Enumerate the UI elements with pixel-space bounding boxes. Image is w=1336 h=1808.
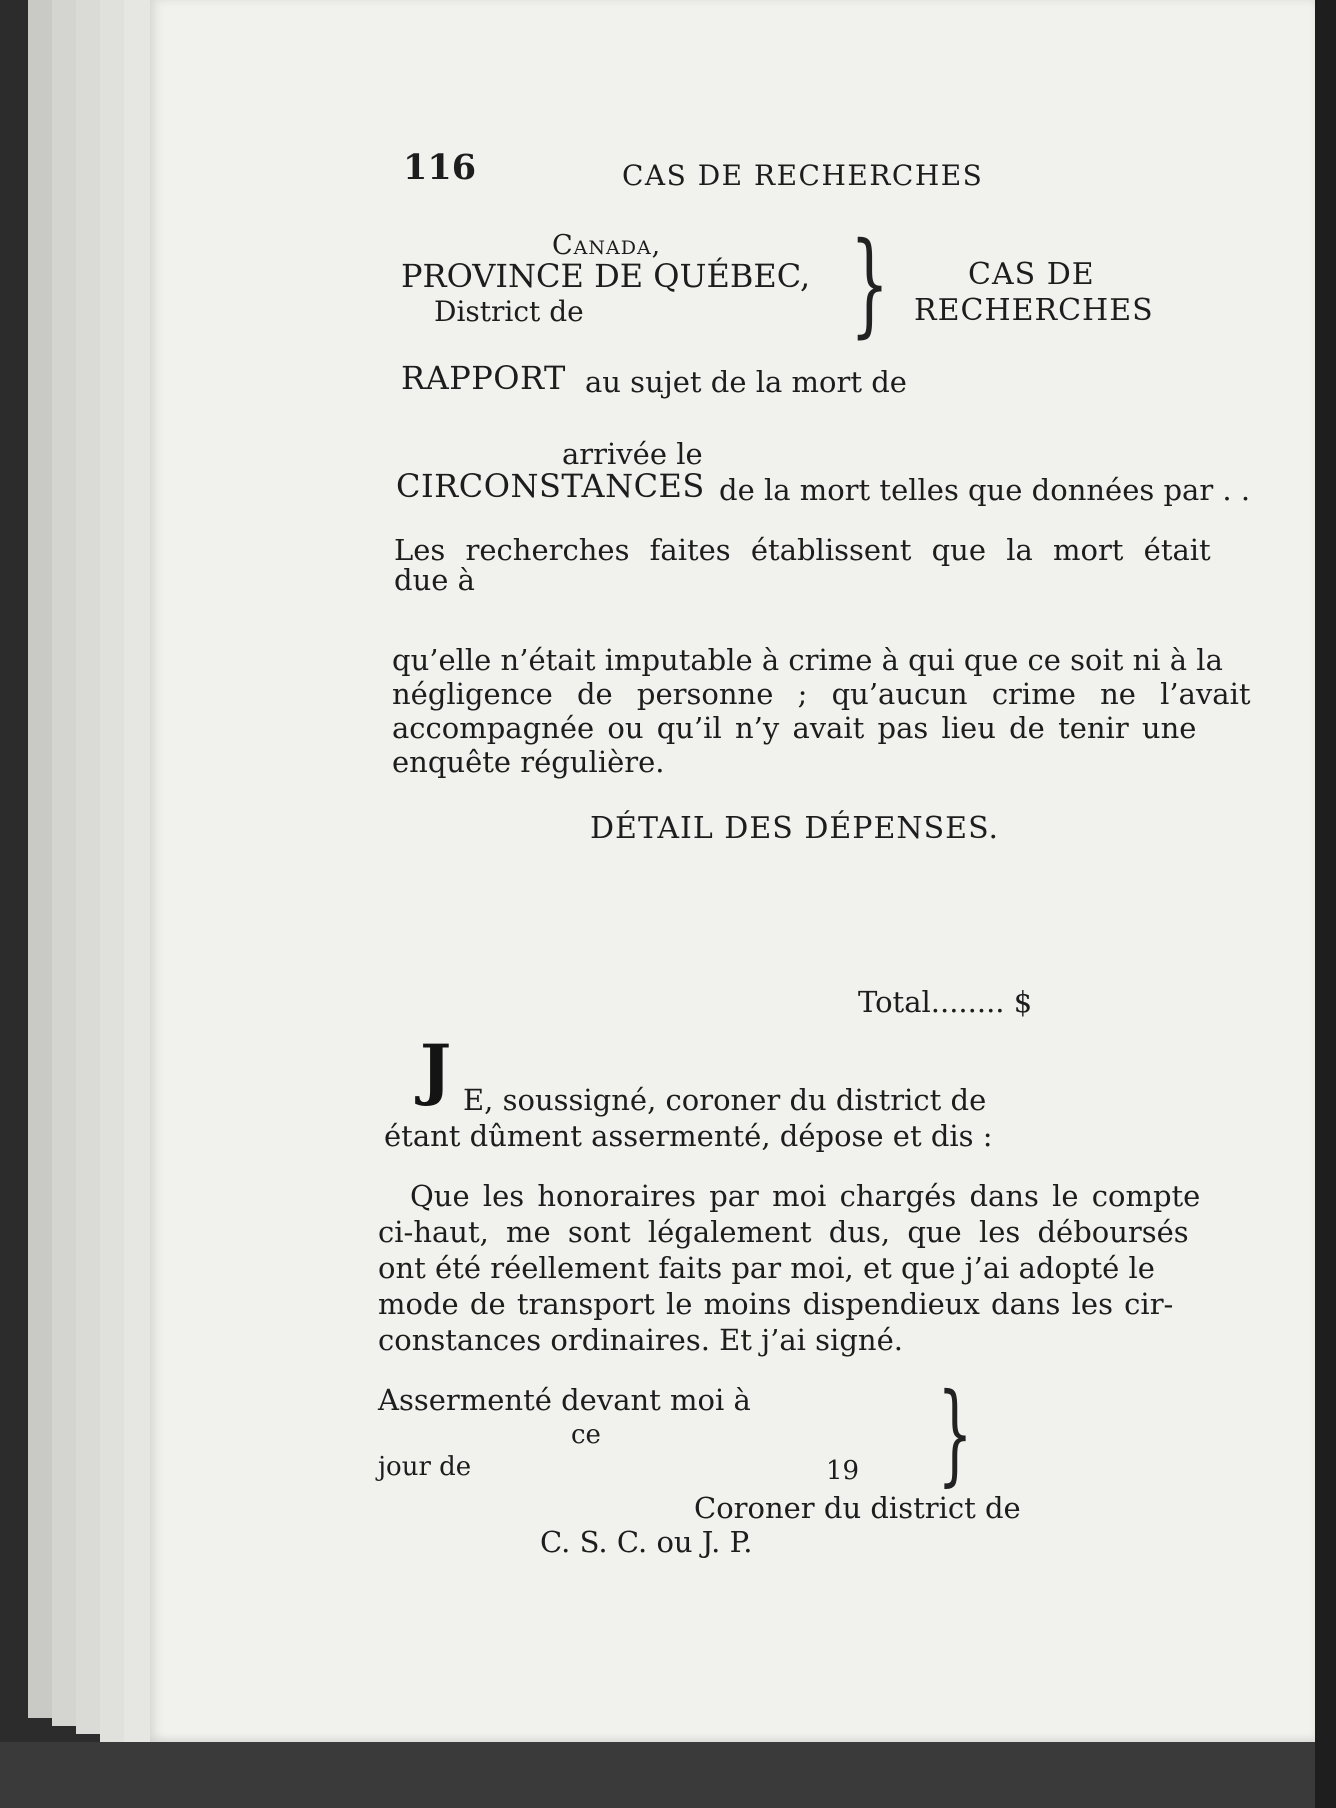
fees-para-line-4: mode de transport le moins dispendieux dans les cir- — [378, 1287, 1174, 1321]
crime-line-2: négligence de personne ; qu’aucun crime ne l’avait — [392, 677, 1251, 711]
fees-para-line-3: ont été réellement faits par moi, et que j’ai adopté le — [378, 1251, 1155, 1285]
province-label: PROVINCE DE QUÉBEC, — [401, 257, 811, 295]
drop-cap: J — [420, 1030, 452, 1108]
circonstances-lead: CIRCONSTANCES — [396, 467, 705, 505]
findings-line-1: Les recherches faites établissent que la mort était — [394, 533, 1211, 567]
arrivee-line: arrivée le — [562, 437, 703, 471]
scanner-background-bottom — [0, 1742, 1336, 1808]
oath-brace: } — [937, 1369, 973, 1497]
country-label: Canada, — [552, 230, 662, 261]
crime-line-3: accompagnée ou qu’il n’y avait pas lieu de tenir une — [392, 711, 1197, 745]
expenses-total: Total........ $ — [858, 985, 1033, 1019]
expenses-heading: DÉTAIL DES DÉPENSES. — [590, 811, 1000, 846]
oath-line-1: Assermenté devant moi à — [378, 1383, 751, 1417]
oath-line-2: ce — [571, 1420, 601, 1450]
crime-line-4: enquête régulière. — [392, 745, 665, 779]
fees-para-line-2: ci-haut, me sont légalement dus, que les déboursés — [378, 1215, 1189, 1249]
findings-line-2: due à — [394, 563, 475, 597]
form-title-line1: CAS DE — [968, 257, 1095, 292]
circonstances-rest: de la mort telles que données par . . — [719, 473, 1251, 507]
scanner-background-right — [1315, 0, 1336, 1808]
rapport-rest: au sujet de la mort de — [585, 365, 907, 399]
oath-year: 19 — [826, 1456, 860, 1486]
declaration-line-1: E, soussigné, coroner du district de — [463, 1083, 987, 1117]
form-title-line2: RECHERCHES — [914, 293, 1154, 328]
crime-line-1: qu’elle n’était imputable à crime à qui que ce soit ni à la — [392, 643, 1223, 677]
coroner-line: Coroner du district de — [694, 1491, 1021, 1525]
oath-line-3: jour de — [378, 1452, 472, 1482]
running-title: CAS DE RECHERCHES — [622, 159, 984, 192]
declaration-line-2: étant dûment assermenté, dépose et dis : — [384, 1119, 993, 1153]
signatory-line: C. S. C. ou J. P. — [540, 1525, 753, 1559]
page-number: 116 — [403, 147, 477, 188]
heading-brace: } — [850, 219, 890, 349]
district-label: District de — [434, 295, 584, 328]
fees-para-line-1: Que les honoraires par moi chargés dans le compte — [410, 1179, 1201, 1213]
rapport-lead: RAPPORT — [401, 359, 566, 397]
fees-para-line-5: constances ordinaires. Et j’ai signé. — [378, 1323, 903, 1357]
